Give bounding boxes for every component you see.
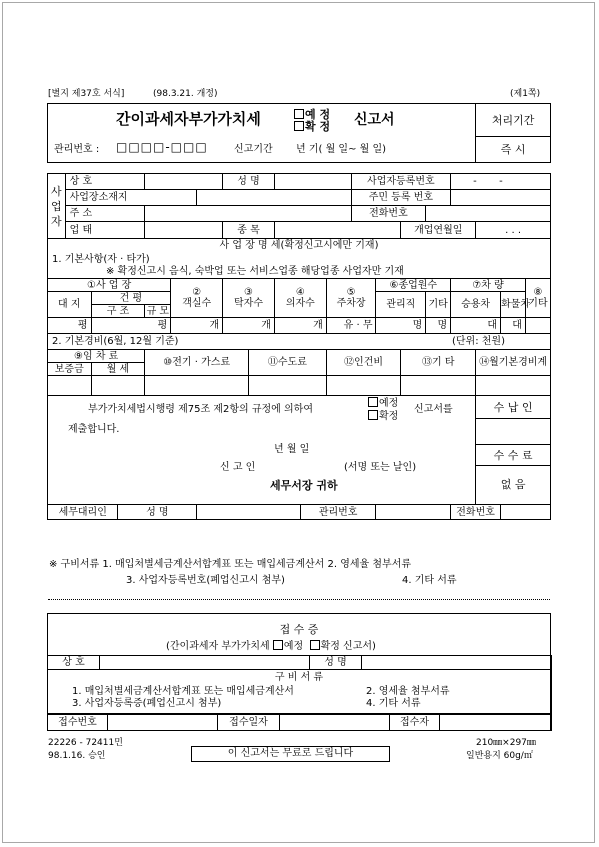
- agent-name-label: 성 명: [118, 505, 197, 520]
- biz-name-label: 상 호: [65, 174, 145, 190]
- receipt-docs-cell: [48, 670, 552, 715]
- col-labor: ⑫인건비: [326, 350, 401, 376]
- regno-sep-1: -: [473, 176, 477, 187]
- mgmt-number-boxes[interactable]: □□□□-□□□: [116, 140, 208, 154]
- title-opt1-checkbox[interactable]: [294, 109, 304, 119]
- footer-paper: 일반용지 60g/㎡: [466, 751, 533, 761]
- col-vehicles: ⑦차 량: [451, 279, 526, 292]
- col-expense-other: ⑬기 타: [401, 350, 476, 376]
- statement-title: 사 업 장 명 세(확정신고시에만 기재): [48, 239, 551, 253]
- col-parking: ⑤ 주차장: [326, 279, 376, 318]
- tax-office: 세무서장 귀하: [270, 479, 338, 492]
- col-deposit: 보증금: [48, 363, 92, 376]
- receipt-no-label: 접수번호: [48, 714, 108, 731]
- biz-regno-value[interactable]: [451, 174, 551, 190]
- biz-name-value[interactable]: [145, 174, 223, 190]
- docs-note-1: ※ 구비서류 1. 매입처별세금계산서합계표 또는 매입세금계산서 2. 영세율 첨부서류: [49, 559, 412, 570]
- receipt-docs-title: 구 비 서 류: [274, 672, 324, 683]
- receipt-subtitle: [166, 637, 376, 652]
- val-labor[interactable]: [326, 376, 401, 396]
- col-scale: 규 모: [146, 305, 170, 317]
- col-truck: 화물차: [501, 292, 526, 318]
- receipt-opt2-checkbox[interactable]: [310, 640, 320, 650]
- processing-label: 처리기간: [476, 104, 551, 137]
- biz-address-value[interactable]: [145, 206, 351, 222]
- expense-unit: (단위: 천원): [452, 336, 505, 347]
- title-opt2-label: 확 정: [305, 120, 331, 133]
- col-rent: ⑨임 차 료: [48, 350, 145, 363]
- biz-idno-label: 주민 등록 번호: [351, 190, 451, 206]
- basic-note: ※ 확정신고시 음식, 숙박업 또는 서비스업종 해당업종 사업자만 기재: [48, 266, 551, 279]
- col-water: ⑪수도료: [249, 350, 327, 376]
- cut-line: [48, 599, 550, 600]
- main-form: [47, 103, 551, 520]
- unit-land[interactable]: 평: [48, 318, 92, 334]
- val-monthly-rent[interactable]: [91, 376, 145, 396]
- biz-open-date-label: 개업연월일: [401, 222, 476, 239]
- col-employees: ⑥종업원수: [376, 279, 451, 292]
- col-other: ⑧ 기타: [525, 279, 550, 318]
- biz-item-value[interactable]: [274, 222, 400, 239]
- expense-title: 2. 기본경비(6월, 12월 기준): [52, 336, 179, 347]
- declare-opt2-checkbox[interactable]: [368, 410, 378, 420]
- mgmt-label: 관리번호 :: [54, 144, 100, 155]
- receipt-rep-value[interactable]: [362, 656, 552, 670]
- val-expense-other[interactable]: [401, 376, 476, 396]
- title-opt1-label: 예 정: [305, 108, 331, 121]
- regno-sep-2: -: [499, 176, 503, 187]
- unit-building[interactable]: 평: [91, 318, 171, 334]
- title-opt2-checkbox[interactable]: [294, 121, 304, 131]
- col-tables: ③ 탁자수: [223, 279, 275, 318]
- receipt-box: [47, 613, 551, 731]
- biz-type-label: 업 태: [65, 222, 145, 239]
- col-land: 대 지: [48, 292, 92, 318]
- title-suffix: 신고서: [354, 112, 395, 128]
- declare-opt2-label: 확정: [379, 411, 399, 422]
- docs-note-3: 4. 기타 서류: [402, 575, 457, 586]
- col-monthly-rent: 월 세: [91, 363, 145, 376]
- receipt-date-label: 접수일자: [218, 714, 280, 731]
- unit-mgmt-staff[interactable]: 명: [376, 318, 426, 334]
- unit-other-staff[interactable]: 명: [426, 318, 451, 334]
- declarant-label: 신 고 인: [220, 462, 256, 473]
- unit-parking[interactable]: 유 · 무: [326, 318, 376, 334]
- declare-line1: 부가가치세법시행령 제75조 제2항의 규정에 의하여: [88, 404, 314, 415]
- footer-size: 210㎜×297㎜: [476, 738, 536, 748]
- agent-mgmt-value[interactable]: [376, 505, 451, 520]
- receipt-doc-4: 4. 기타 서류: [366, 698, 421, 709]
- biz-regno-label: 사업자등록번호: [351, 174, 451, 190]
- agent-phone-value[interactable]: [501, 505, 551, 520]
- stamp-area: [476, 419, 551, 445]
- biz-open-date-value[interactable]: . . .: [476, 222, 551, 239]
- col-other-staff: 기타: [426, 292, 451, 318]
- receipt-title: 접 수 증: [279, 623, 319, 636]
- form-revision: (98.3.21. 개정): [153, 89, 218, 99]
- declare-options: [368, 397, 398, 423]
- biz-side-label: 사 업 자: [48, 174, 66, 239]
- biz-address-label: 주 소: [65, 206, 145, 222]
- declare-opt1-checkbox[interactable]: [368, 397, 378, 407]
- receipt-name-label: 상 호: [48, 656, 100, 670]
- title-options: [294, 109, 330, 133]
- unit-chairs[interactable]: 개: [274, 318, 326, 334]
- footer-code: 22226 - 72411민: [48, 738, 123, 748]
- declare-opt1-label: 예정: [379, 398, 399, 409]
- title-cell: [48, 104, 476, 163]
- val-electric-gas[interactable]: [145, 376, 249, 396]
- declare-suffix: 신고서를: [414, 404, 453, 415]
- val-total[interactable]: [476, 376, 551, 396]
- period-value[interactable]: 년 기( 월 일~ 월 일): [296, 144, 387, 155]
- expense-title-row: [48, 334, 551, 350]
- page-label: (제1쪽): [510, 89, 541, 99]
- receipt-opt1-checkbox[interactable]: [273, 640, 283, 650]
- footer-approval: 98.1.16. 승인: [48, 751, 106, 761]
- receipt-table: [47, 655, 552, 715]
- unit-truck[interactable]: 대: [501, 318, 526, 334]
- col-chairs: ④ 의자수: [274, 279, 326, 318]
- unit-other[interactable]: [525, 318, 550, 334]
- receipt-no-value[interactable]: [108, 714, 218, 731]
- unit-tables[interactable]: 개: [223, 318, 275, 334]
- declarant-sign[interactable]: (서명 또는 날인): [344, 462, 417, 473]
- biz-idno-value[interactable]: [451, 190, 551, 206]
- biz-type-value[interactable]: [145, 222, 223, 239]
- docs-note-2: 3. 사업자등록번호(폐업신고시 첨부): [126, 575, 285, 586]
- declare-line2: 제출합니다.: [68, 424, 120, 435]
- declaration-cell: [48, 396, 476, 505]
- biz-location-value[interactable]: [197, 190, 351, 206]
- agent-name-value[interactable]: [197, 505, 301, 520]
- stamp-label: 수 납 인: [476, 396, 551, 419]
- biz-phone-value[interactable]: [426, 206, 551, 222]
- form-label: [별지 제37호 서식]: [48, 89, 125, 99]
- receipt-date-value[interactable]: [280, 714, 390, 731]
- receipt-doc-2: 2. 영세율 첨부서류: [366, 686, 450, 697]
- agent-label: 세무대리인: [48, 505, 118, 520]
- agent-mgmt-label: 관리번호: [300, 505, 376, 520]
- receipt-opt1-label: 예정: [283, 641, 304, 652]
- receipt-person-label: 접수자: [390, 714, 440, 731]
- basic-title: 1. 기본사항(자 · 타가): [48, 253, 551, 266]
- biz-location-label: 사업장소재지: [65, 190, 197, 206]
- col-rooms: ② 객실수: [171, 279, 223, 318]
- agent-phone-label: 전화번호: [451, 505, 501, 520]
- receipt-subtitle-pre: (간이과세자 부가가치세: [166, 641, 270, 652]
- receipt-name-value[interactable]: [100, 656, 310, 670]
- col-total: ⑭월기본경비계: [476, 350, 551, 376]
- col-building: 건 평: [91, 292, 171, 305]
- col-electric-gas: ⑩전기 · 가스료: [145, 350, 249, 376]
- processing-value: 즉 시: [476, 137, 551, 163]
- declare-date[interactable]: 년 월 일: [274, 444, 310, 455]
- receipt-doc-3: 3. 사업자등록증(폐업신고시 첨부): [72, 698, 222, 709]
- biz-rep-label: 성 명: [223, 174, 275, 190]
- receipt-rep-label: 성 명: [310, 656, 362, 670]
- receipt-doc-1: 1. 매입처별세금계산서합계표 또는 매입세금계산서: [72, 686, 294, 697]
- biz-phone-label: 전화번호: [351, 206, 426, 222]
- biz-item-label: 종 목: [223, 222, 275, 239]
- col-structure: 구 조: [91, 305, 145, 318]
- spacer-row: [48, 163, 551, 174]
- col-passenger-car: 승용차: [451, 292, 501, 318]
- col-mgmt-staff: 관리직: [376, 292, 426, 318]
- unit-rooms[interactable]: 개: [171, 318, 223, 334]
- receipt-footer-table: [47, 713, 552, 731]
- col-site: ①사 업 장: [48, 279, 171, 292]
- fee-value: 없 음: [476, 465, 551, 504]
- biz-rep-value[interactable]: [274, 174, 351, 190]
- unit-passenger-car[interactable]: 대: [451, 318, 501, 334]
- period-label: 신고기간: [234, 144, 273, 155]
- val-water[interactable]: [249, 376, 327, 396]
- val-deposit[interactable]: [48, 376, 92, 396]
- receipt-opt2-label: 확정 신고서): [320, 641, 376, 652]
- footer-free-note: 이 신고서는 무료로 드립니다: [191, 746, 390, 762]
- fee-label: 수 수 료: [476, 445, 551, 465]
- form-title: 간이과세자부가가치세: [116, 110, 261, 128]
- receipt-person-value[interactable]: [440, 714, 552, 731]
